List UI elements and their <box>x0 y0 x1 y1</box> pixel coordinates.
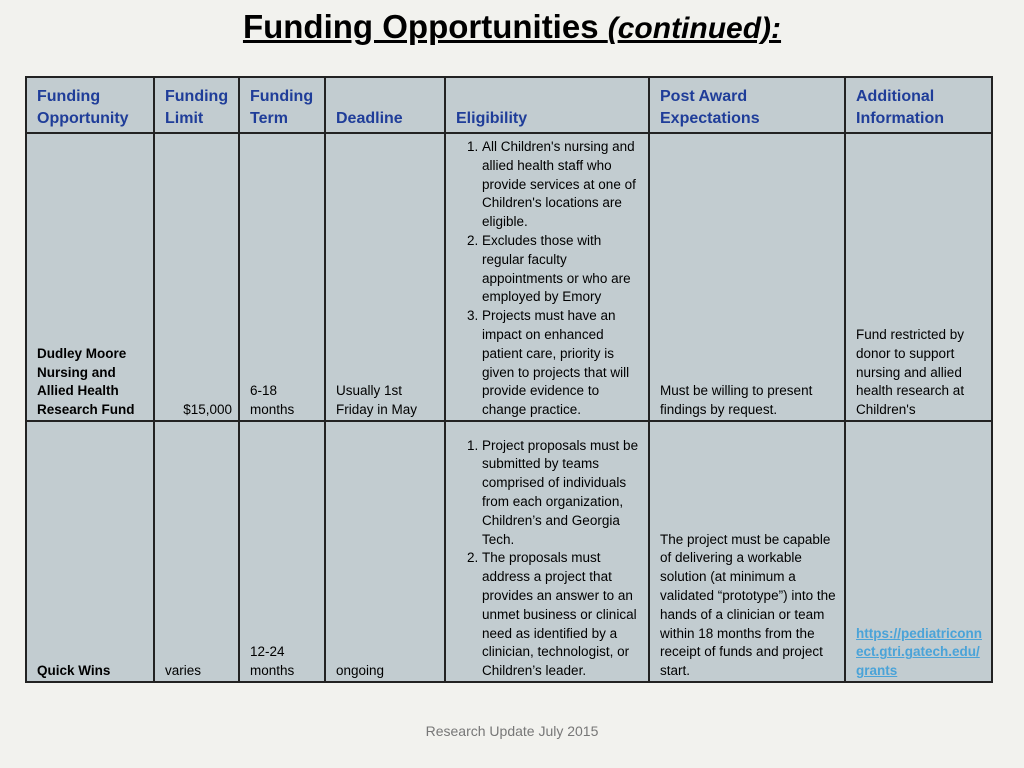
table-row <box>26 133 992 421</box>
list-item: 1. All Children's nursing and allied health staff who provide services at one of Children's locations are eligible. <box>482 138 642 232</box>
row-additional <box>845 421 992 682</box>
row-opportunity: Quick Wins <box>26 421 154 682</box>
footer-text: Research Update July 2015 <box>425 723 599 739</box>
header-deadline: Deadline <box>325 77 445 133</box>
header-post-award: Post Award Expectations <box>649 77 845 133</box>
header-eligibility: Eligibility <box>445 77 649 133</box>
row-opportunity: Dudley Moore Nursing and Allied Health Research Fund <box>26 133 154 421</box>
row-limit: varies <box>154 421 239 682</box>
row-term: 12-24 months <box>239 421 325 682</box>
row-limit: $15,000 <box>154 133 239 421</box>
grants-link[interactable]: https://pediatriconnect.gtri.gatech.edu/grants <box>856 625 982 679</box>
row-post-award: The project must be capable of delivering a workable solution (at minimum a validated “prototype”) into the hands of a clinician or team within 18 months from the receipt of funds and project start. <box>649 421 845 682</box>
list-item: 2. The proposals must address a project that provides an answer to an unmet business or clinical need as identified by a clinician, technologist, or Children’s leader. <box>482 549 642 681</box>
row-deadline: Usually 1st Friday in May <box>325 133 445 421</box>
page-title <box>0 8 1024 46</box>
list-item: 1. Project proposals must be submitted by teams comprised of individuals from each organization, Children’s and Georgia Tech. <box>482 437 642 550</box>
title-continued-text: continued): <box>617 12 782 45</box>
list-item: 2. Excludes those with regular faculty appointments or who are employed by Emory <box>482 232 642 307</box>
row-post-award: Must be willing to present findings by request. <box>649 133 845 421</box>
row-deadline: ongoing <box>325 421 445 682</box>
row-additional: Fund restricted by donor to support nursing and allied health research at Children's <box>845 133 992 421</box>
title-continued: (continued): <box>607 12 782 45</box>
list-item: 3. Projects must have an impact on enhanced patient care, priority is given to projects that will provide evidence to change practice. <box>482 307 642 420</box>
table-row <box>26 421 992 682</box>
eligibility-list <box>456 138 642 420</box>
header-row <box>26 77 992 133</box>
eligibility-list <box>456 437 642 681</box>
header-limit: Funding Limit <box>154 77 239 133</box>
row-eligibility <box>445 421 649 682</box>
header-additional: Additional Information <box>845 77 992 133</box>
title-main: Funding Opportunities <box>242 8 608 45</box>
header-opportunity: Funding Opportunity <box>26 77 154 133</box>
header-term: Funding Term <box>239 77 325 133</box>
row-term: 6-18 months <box>239 133 325 421</box>
funding-table <box>25 76 993 683</box>
row-eligibility <box>445 133 649 421</box>
